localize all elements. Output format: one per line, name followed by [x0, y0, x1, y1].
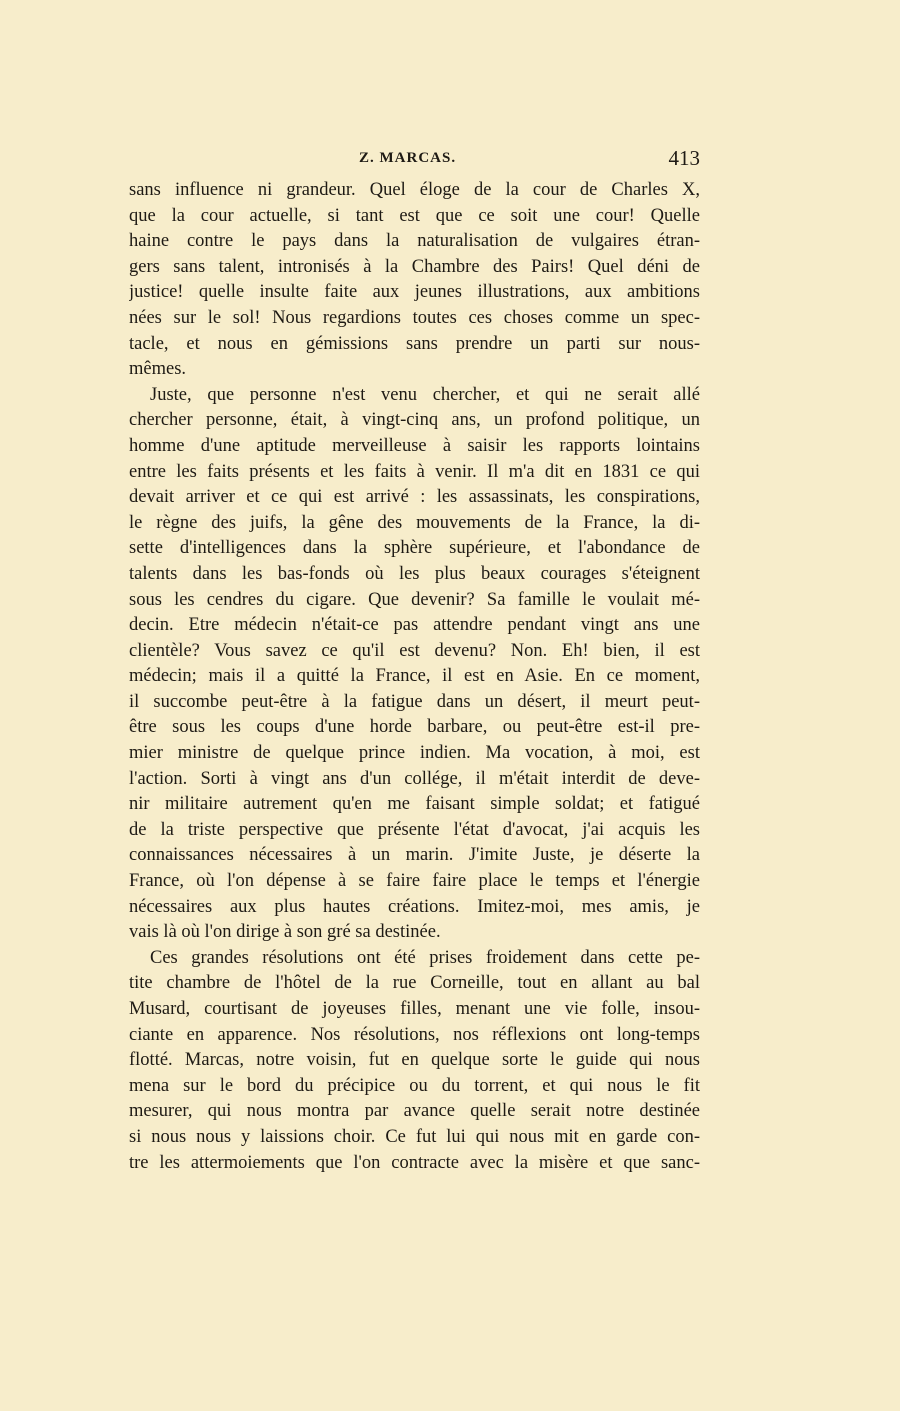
text-line: nées sur le sol! Nous regardions toutes ces choses comme un spec-	[129, 307, 700, 328]
text-line: il succombe peut-être à la fatigue dans un désert, il meurt peut-	[129, 691, 700, 712]
page-number: 413	[668, 146, 700, 170]
text-line: sette d'intelligences dans la sphère supérieure, et l'abondance de	[129, 538, 700, 559]
text-line: devait arriver et ce qui est arrivé : les assassinats, les conspirations,	[129, 487, 700, 508]
text-line: que la cour actuelle, si tant est que ce soit une cour! Quelle	[129, 205, 700, 226]
text-line: tre les attermoiements que l'on contracte avec la misère et que sanc-	[129, 1152, 700, 1173]
text-line: mesurer, qui nous montra par avance quelle serait notre destinée	[129, 1101, 700, 1122]
paragraph	[129, 178, 700, 383]
text-line: nir militaire autrement qu'en me faisant simple soldat; et fatigué	[129, 794, 700, 815]
paragraph	[129, 383, 700, 946]
body-text	[129, 178, 700, 1176]
text-line: gers sans talent, intronisés à la Chambre des Pairs! Quel déni de	[129, 256, 700, 277]
text-line: decin. Etre médecin n'était-ce pas attendre pendant vingt ans une	[129, 615, 700, 636]
text-line: mêmes.	[129, 359, 187, 380]
text-line: l'action. Sorti à vingt ans d'un collége, il m'était interdit de deve-	[129, 768, 700, 789]
text-line: connaissances nécessaires à un marin. J'imite Juste, je déserte la	[129, 845, 700, 866]
page-header	[129, 146, 700, 172]
text-line: France, où l'on dépense à se faire faire place le temps et l'énergie	[129, 871, 700, 892]
text-line: médecin; mais il a quitté la France, il est en Asie. En ce moment,	[129, 666, 700, 687]
paragraph	[129, 946, 700, 1176]
text-line: clientèle? Vous savez ce qu'il est devenu? Non. Eh! bien, il est	[129, 640, 700, 661]
text-line: si nous nous y laissions choir. Ce fut lui qui nous mit en garde con-	[129, 1126, 700, 1147]
text-line: homme d'une aptitude merveilleuse à saisir les rapports lointains	[129, 435, 700, 456]
text-line: tite chambre de l'hôtel de la rue Corneille, tout en allant au bal	[129, 973, 700, 994]
text-line: sans influence ni grandeur. Quel éloge de la cour de Charles X,	[129, 180, 700, 200]
text-line: talents dans les bas-fonds où les plus beaux courages s'éteignent	[129, 563, 700, 584]
text-line: justice! quelle insulte faite aux jeunes illustrations, aux ambitions	[129, 282, 700, 303]
text-line: mena sur le bord du précipice ou du torrent, et qui nous le fit	[129, 1075, 700, 1096]
text-line: entre les faits présents et les faits à venir. Il m'a dit en 1831 ce qui	[129, 461, 700, 482]
text-line: le règne des juifs, la gêne des mouvements de la France, la di-	[129, 512, 700, 533]
text-line: mier ministre de quelque prince indien. Ma vocation, à moi, est	[129, 743, 700, 764]
text-line: ciante en apparence. Nos résolutions, nos réflexions ont long-temps	[129, 1024, 700, 1045]
text-line: flotté. Marcas, notre voisin, fut en quelque sorte le guide qui nous	[129, 1050, 700, 1071]
text-line: être sous les coups d'une horde barbare, ou peut-être est-il pre-	[129, 717, 700, 738]
text-line: de la triste perspective que présente l'état d'avocat, j'ai acquis les	[129, 819, 700, 840]
text-line: sous les cendres du cigare. Que devenir? Sa famille le voulait mé-	[129, 589, 700, 610]
text-line: haine contre le pays dans la naturalisation de vulgaires étran-	[129, 231, 700, 252]
text-line: Musard, courtisant de joyeuses filles, menant une vie folle, insou-	[129, 999, 700, 1019]
running-title: Z. MARCAS.	[359, 150, 457, 166]
text-line: nécessaires aux plus hautes créations. Imitez-moi, mes amis, je	[129, 896, 700, 917]
text-line: tacle, et nous en gémissions sans prendre un parti sur nous-	[129, 333, 700, 354]
text-line: Juste, que personne n'est venu chercher, et qui ne serait allé	[150, 384, 700, 405]
text-line: Ces grandes résolutions ont été prises froidement dans cette pe-	[150, 947, 700, 968]
text-line: chercher personne, était, à vingt-cinq ans, un profond politique, un	[129, 410, 700, 431]
text-line: vais là où l'on dirige à son gré sa destinée.	[129, 922, 441, 943]
